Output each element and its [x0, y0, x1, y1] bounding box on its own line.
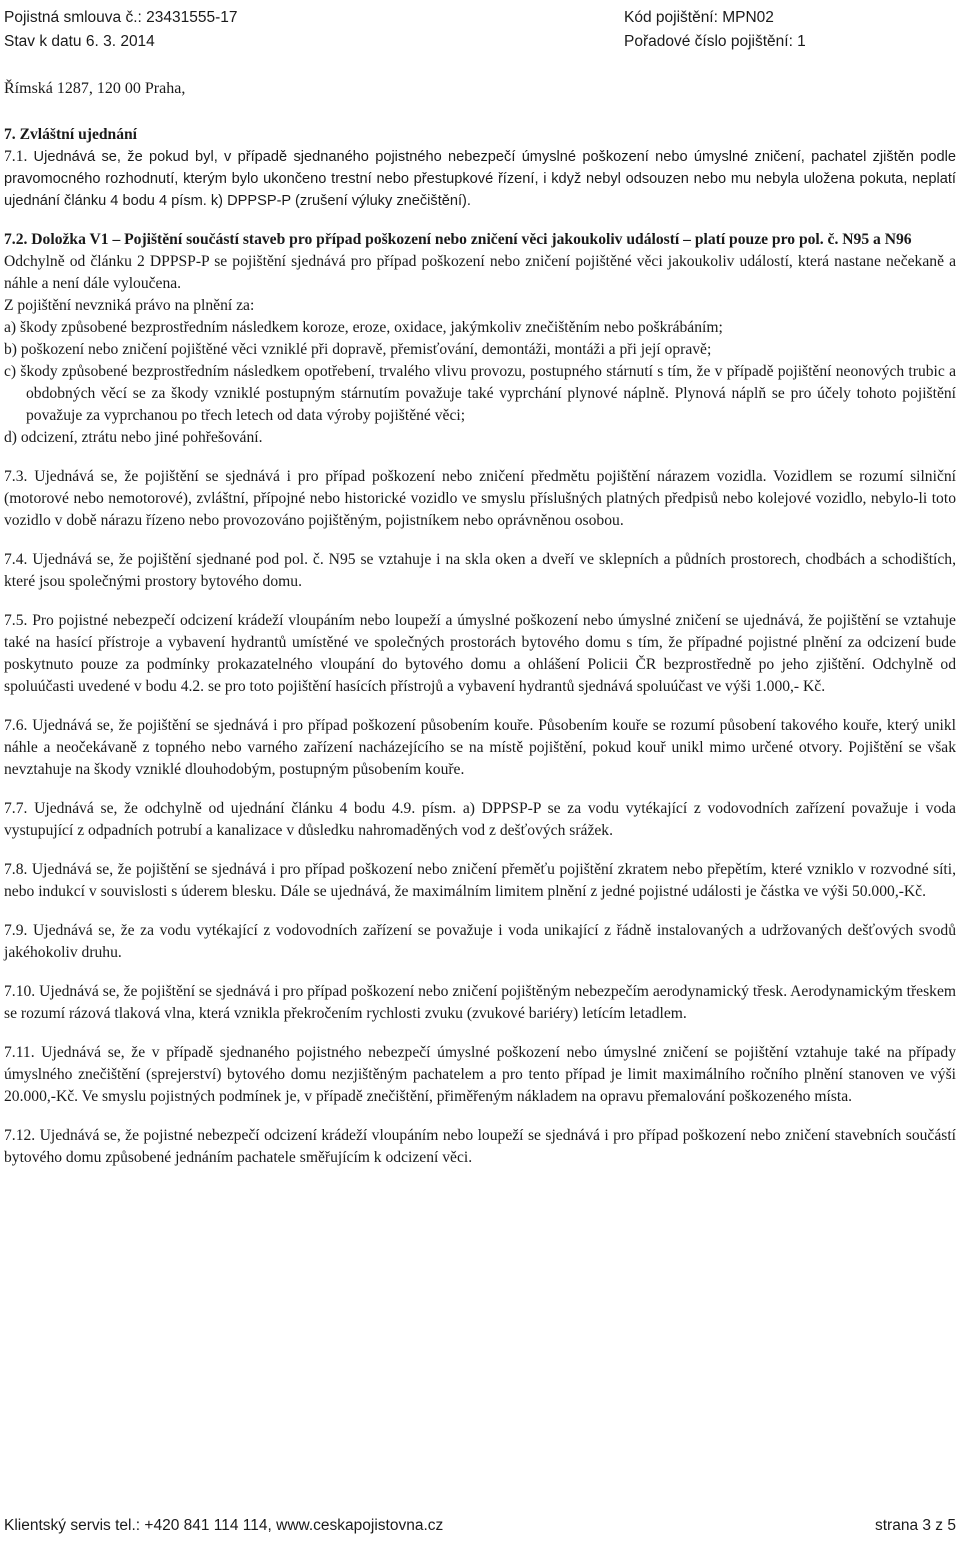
- header-left: [4, 6, 238, 54]
- clause-text: Ujednává se, že pojištění se sjednává i pro případ poškození nebo zničení přeměťu pojištění zkratem nebo přepětím, které vzniklo v rozvodné síti, nebo indukcí v souvislosti s úderem blesku. Dále se ujednává, že maximálním limitem plnění z jedné pojistné události je částka ve výši 50.000,-Kč.: [4, 861, 956, 900]
- contract-number: Pojistná smlouva č.: 23431555-17: [4, 9, 238, 26]
- clause-number: 7.2.: [4, 231, 28, 248]
- clause-text: Ujednává se, že pojištění se sjednává i pro případ poškození působením kouře. Působením kouře se rozumí působení takového kouře, který unikl náhle a neočekávaně z topného nebo varného zařízení nacházejícího se na místě pojištění, pokud kouř unikl mimo určené otvory. Pojištění se však nevztahuje na škody vzniklé dlouhodobým, postupným působením kouře.: [4, 717, 956, 778]
- clause-text: Pro pojistné nebezpečí odcizení krádeží vloupáním nebo loupeží a úmyslné poškození nebo úmyslné zničení se ujednává, že pojištění se vztahuje také na hasící přístroje a vybavení hydrantů umístěné ve společných prostorách bytového domu s tím, že případné pojistné plnění za odcizení bude poskytnuto pouze za podmínky prokazatelného vloupání do bytového domu a ohlášení Policii ČR bezprostředně po jeho zjištění. Odchylně od spoluúčasti uvedené v bodu 4.2. se pro toto pojištění hasících přístrojů a vybavení hydrantů sjednává spoluúčast ve výši 1.000,- Kč.: [4, 612, 956, 695]
- clause-number: 7.8.: [4, 861, 28, 878]
- clause-intro: Odchylně od článku 2 DPPSP-P se pojištění sjednává pro případ poškození nebo zničení pojištěné věci jakoukoliv událostí, která nastane nečekaně a náhle a není dále vyloučena.: [4, 253, 956, 292]
- clause-7-11: [4, 1042, 956, 1108]
- header-right: [624, 6, 806, 54]
- clause-7-12: [4, 1125, 956, 1169]
- clause-text: Ujednává se, že za vodu vytékající z vodovodních zařízení se považuje i voda unikající z řádně instalovaných a udržovaných dešťových svodů jakéhokoliv druhu.: [4, 922, 956, 961]
- section-title: 7. Zvláštní ujednání: [4, 126, 138, 143]
- clause-heading: [4, 229, 956, 251]
- clause-number: 7.9.: [4, 922, 28, 939]
- address-line: Římská 1287, 120 00 Praha,: [4, 80, 186, 97]
- exclusion-item-b: b) poškození nebo zničení pojištěné věci vzniklé při dopravě, přemisťování, demontáži, montáži a při její opravě;: [4, 341, 712, 358]
- clause-7-6: [4, 715, 956, 781]
- clause-number: 7.11.: [4, 1044, 35, 1061]
- insurance-code: Kód pojištění: MPN02: [624, 9, 774, 26]
- clause-number: 7.5.: [4, 612, 28, 629]
- clause-number: 7.4.: [4, 551, 28, 568]
- clause-7-8: [4, 859, 956, 903]
- clause-number: 7.7.: [4, 800, 28, 817]
- document-body: [4, 124, 956, 1186]
- clause-number: 7.10.: [4, 983, 36, 1000]
- clause-text: Ujednává se, že pojištění se sjednává i pro případ poškození nebo zničení pojištěným nebezpečím aerodynamický třesk. Aerodynamickým třeskem se rozumí rázová tlaková vlna, která vznikla překročením rychlosti zvuku (zvukové bariéry) letícím letadlem.: [4, 983, 956, 1022]
- clause-text: Ujednává se, že odchylně od ujednání článku 4 bodu 4.9. písm. a) DPPSP-P se za vodu vytékající z vodovodních zařízení považuje i voda vystupující z odpadních potrubí a kanalizace v důsledku nahromaděných vod z dešťových srážek.: [4, 800, 956, 839]
- clause-heading-text: Doložka V1 – Pojištění součástí staveb pro případ poškození nebo zničení věci jakoukoliv událostí – platí pouze pro pol. č. N95 a N96: [31, 231, 912, 248]
- clause-text: Ujednává se, že pojistné nebezpečí odcizení krádeží vloupáním nebo loupeží se sjednává i pro případ poškození nebo zničení stavebních součástí bytového domu způsobené jednáním pachatele směřujícím k odcizení věci.: [4, 1127, 956, 1166]
- clause-text: Ujednává se, že v případě sjednaného pojistného nebezpečí úmyslné poškození nebo úmyslné zničení se pojištění vztahuje také na případy úmyslného znečištění (sprejerství) bytového domu nezjištěným pachatelem a pro tento případ je limit maximálního ročního plnění stanoven ve výši 20.000,-Kč. Ve smyslu pojistných podmínek je, v případě znečištění, přiměřeným nákladem na opravu přemalování poškozeného místa.: [4, 1044, 957, 1105]
- clause-7-5: [4, 610, 956, 698]
- clause-7-9: [4, 920, 956, 964]
- exclusions-title: Z pojištění nevzniká právo na plnění za:: [4, 297, 255, 314]
- clause-text: Ujednává se, že pojištění se sjednává i pro případ poškození nebo zničení předmětu pojištění nárazem vozidla. Vozidlem se rozumí silniční (motorové nebo nemotorové), zvláštní, přípojné nebo historické vozidlo ve smyslu příslušných platných předpisů nebo kolejové vozidlo, nebylo-li toto vozidlo v době nárazu řízeno nebo provozováno pojištěným, pojistníkem nebo oprávněnou osobou.: [4, 468, 956, 529]
- clause-number: 7.1.: [4, 148, 28, 165]
- clause-number: 7.6.: [4, 717, 28, 734]
- clause-7-3: [4, 466, 956, 532]
- order-number: Pořadové číslo pojištění: 1: [624, 33, 806, 50]
- exclusion-item-d: d) odcizení, ztrátu nebo jiné pohřešování.: [4, 429, 263, 446]
- exclusion-item-a: a) škody způsobené bezprostředním následkem koroze, eroze, oxidace, jakýmkoliv znečištěním nebo poškrábáním;: [4, 319, 723, 336]
- status-date: Stav k datu 6. 3. 2014: [4, 33, 155, 50]
- page-number: strana 3 z 5: [875, 1517, 956, 1534]
- clause-number: 7.3.: [4, 468, 28, 485]
- clause-text: Ujednává se, že pojištění sjednané pod pol. č. N95 se vztahuje i na skla oken a dveří ve sklepních a půdních prostorech, chodbách a schodištích, které jsou společnými prostory bytového domu.: [4, 551, 956, 590]
- clause-7-10: [4, 981, 956, 1025]
- clause-number: 7.12.: [4, 1127, 36, 1144]
- clause-7-4: [4, 549, 956, 593]
- clause-7-1: [4, 146, 956, 212]
- clause-7-7: [4, 798, 956, 842]
- exclusion-item-c: c) škody způsobené bezprostředním následkem opotřebení, trvalého vlivu provozu, postupného stárnutí s tím, že v případě pojištění neonových trubic a obdobných věcí se za škody vzniklé postupným stárnutím považuje také vyprchání plynové náplně. Plynová náplň se pro účely tohoto pojištění považuje za vyprchanou po třech letech od data výroby pojištěné věci;: [4, 363, 956, 424]
- clause-text: Ujednává se, že pokud byl, v případě sjednaného pojistného nebezpečí úmyslné poškození nebo úmyslné zničení, pachatel zjištěn podle pravomocného rozhodnutí, kterým bylo ukončeno trestní nebo přestupkové řízení, i když nebyl odsouzen nebo mu nebyla uložena pokuta, neplatí ujednání článku 4 bodu 4 písm. k) DPPSP-P (zrušení výluky znečištění).: [4, 149, 956, 209]
- page-footer: [4, 1515, 956, 1537]
- clause-7-2: [4, 229, 956, 449]
- footer-contact: Klientský servis tel.: +420 841 114 114, www.ceskapojistovna.cz: [4, 1517, 444, 1534]
